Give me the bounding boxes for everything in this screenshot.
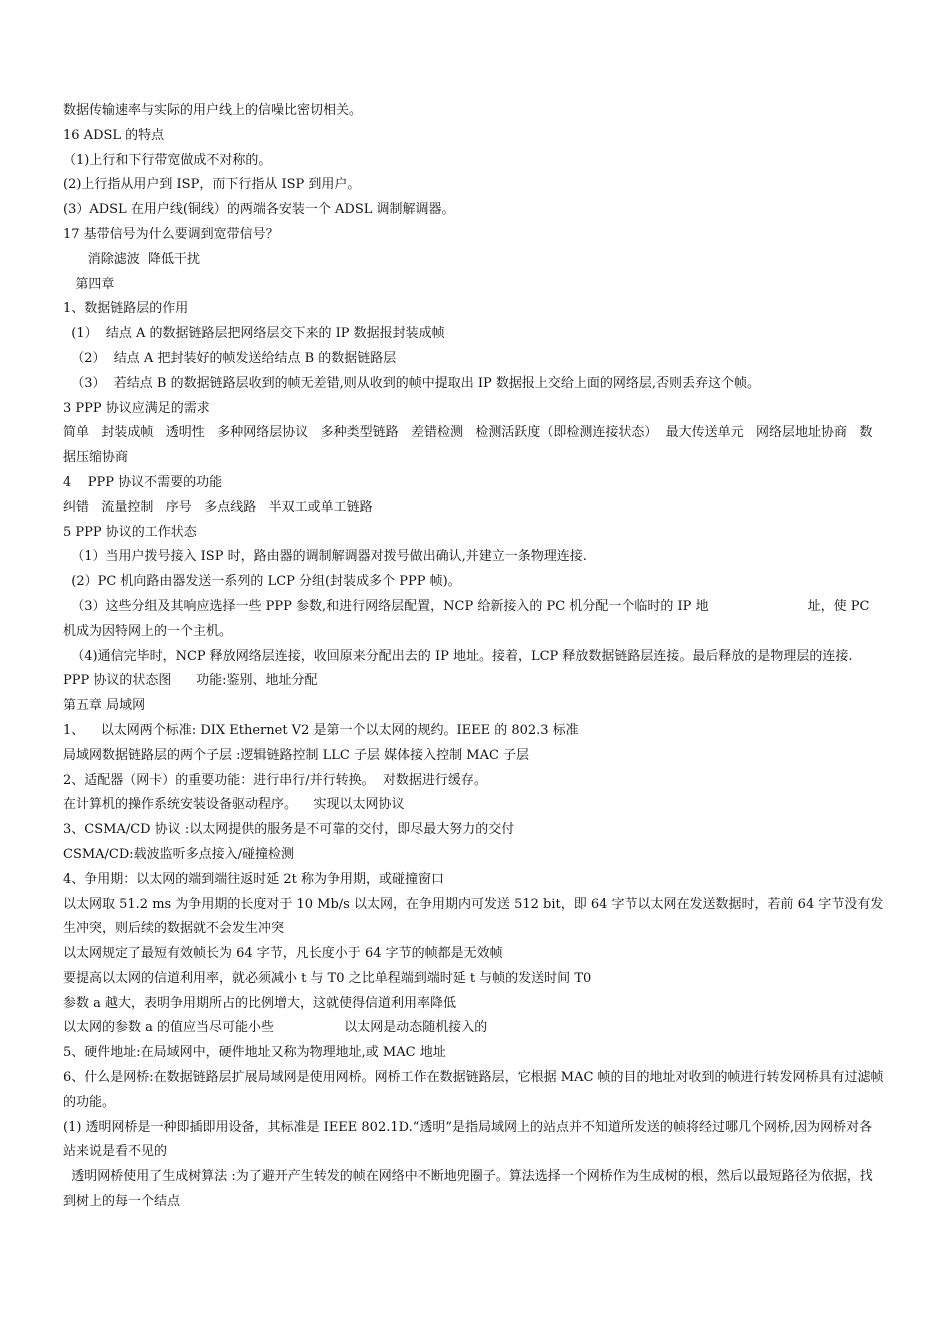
text-paragraph: 透明网桥使用了生成树算法 :为了避开产生转发的帧在网络中不断地兜圈子。算法选择一个网桥作为生成树的根，然后以最短路径为依据，找到树上的每一个结点 xyxy=(63,1169,873,1210)
text-line: 消除滤波 降低干扰 xyxy=(63,251,201,267)
document-page xyxy=(63,99,885,1215)
text-line: 局域网数据链路层的两个子层 :逻辑链路控制 LLC 子层 媒体接入控制 MAC 子层 xyxy=(63,747,530,763)
text-line: 以太网规定了最短有效帧长为 64 字节，凡长度小于 64 字节的帧都是无效帧 xyxy=(63,946,503,962)
text-line: (3）ADSL 在用户线(铜线）的两端各安装一个 ADSL 调制解调器。 xyxy=(63,202,455,218)
text-line: 2、适配器（网卡）的重要功能：进行串行/并行转换。 对数据进行缓存。 xyxy=(63,772,487,788)
text-paragraph: （4)通信完毕时，NCP 释放网络层连接，收回原来分配出去的 IP 地址。接着，LCP 释放数据链路层连接。最后释放的是物理层的连接. xyxy=(63,648,853,664)
section-heading: 5 PPP 协议的工作状态 xyxy=(63,524,197,540)
text-line: （1）当用户拨号接入 ISP 时，路由器的调制解调器对拨号做出确认,并建立一条物理连接. xyxy=(63,549,587,565)
text-line: （1)上行和下行带宽做成不对称的。 xyxy=(63,152,272,168)
text-line: (2)上行指从用户到 ISP，而下行指从 ISP 到用户。 xyxy=(63,177,361,193)
text-line: (1） 结点 A 的数据链路层把网络层交下来的 IP 数据报封装成帧 xyxy=(63,326,445,342)
text-paragraph: 简单 封装成帧 透明性 多种网络层协议 多种类型链路 差错检测 检测活跃度（即检测连接状态） 最大传送单元 网络层地址协商 数据压缩协商 xyxy=(63,425,873,466)
text-line: （3） 若结点 B 的数据链路层收到的帧无差错,则从收到的帧中提取出 IP 数据报上交给上面的网络层,否则丢弃这个帧。 xyxy=(63,375,761,391)
text-line: 参数 a 越大，表明争用期所占的比例增大，这就使得信道利用率降低 xyxy=(63,995,457,1011)
text-paragraph: 6、什么是网桥:在数据链路层扩展局域网是使用网桥。网桥工作在数据链路层，它根据 MAC 帧的目的地址对收到的帧进行转发网桥具有过滤帧的功能。 xyxy=(63,1070,884,1110)
text-line: 3、CSMA/CD 协议 :以太网提供的服务是不可靠的交付，即尽最大努力的交付 xyxy=(63,822,515,838)
chapter-heading: 第五章 局域网 xyxy=(63,698,146,714)
text-line: （2） 结点 A 把封装好的帧发送给结点 B 的数据链路层 xyxy=(63,350,397,366)
section-heading: 1、数据链路层的作用 xyxy=(63,301,189,317)
section-heading: 17 基带信号为什么要调到宽带信号？ xyxy=(63,226,279,242)
text-line: 4、争用期：以太网的端到端往返时延 2t 称为争用期，或碰撞窗口 xyxy=(63,871,445,887)
text-line: CSMA/CD:载波监听多点接入/碰撞检测 xyxy=(63,846,295,862)
section-heading: 3 PPP 协议应满足的需求 xyxy=(63,400,210,416)
section-heading: 4 PPP 协议不需要的功能 xyxy=(63,474,223,490)
text-line: 纠错 流量控制 序号 多点线路 半双工或单工链路 xyxy=(63,499,373,515)
text-line: 数据传输速率与实际的用户线上的信噪比密切相关。 xyxy=(63,103,363,118)
text-line: 5、硬件地址:在局域网中，硬件地址又称为物理地址,或 MAC 地址 xyxy=(63,1045,446,1061)
text-paragraph: 以太网取 51.2 ms 为争用期的长度对于 10 Mb/s 以太网，在争用期内可发送 512 bit，即 64 字节以太网在发送数据时，若前 64 字节没有发生冲突，则后续的数据就不会发生冲突 xyxy=(63,896,884,937)
text-line: 要提高以太网的信道利用率，就必须减小 t 与 T0 之比单程端到端时延 t 与帧的发送时间 T0 xyxy=(63,970,592,986)
text-line: PPP 协议的状态图 功能:鉴别、地址分配 xyxy=(63,673,318,689)
text-line: 以太网的参数 a 的值应当尽可能小些 以太网是动态随机接入的 xyxy=(63,1020,488,1036)
text-line: 1、 以太网两个标准: DIX Ethernet V2 是第一个以太网的规约。IEEE 的 802.3 标准 xyxy=(63,722,579,738)
text-line: 在计算机的操作系统安装设备驱动程序。 实现以太网协议 xyxy=(63,797,405,813)
text-paragraph: （3）这些分组及其响应选择一些 PPP 参数,和进行网络层配置，NCP 给新接入的 PC 机分配一个临时的 IP 地 址，使 PC 机成为因特网上的一个主机。 xyxy=(63,598,874,639)
text-line: (2）PC 机向路由器发送一系列的 LCP 分组(封装成多个 PPP 帧)。 xyxy=(63,574,461,590)
section-heading: 16 ADSL 的特点 xyxy=(63,127,165,143)
chapter-heading: 第四章 xyxy=(63,276,115,292)
text-paragraph: (1) 透明网桥是一种即插即用设备，其标准是 IEEE 802.1D.“透明”是指局域网上的站点并不知道所发送的帧将经过哪几个网桥,因为网桥对各站来说是看不见的 xyxy=(63,1119,873,1160)
